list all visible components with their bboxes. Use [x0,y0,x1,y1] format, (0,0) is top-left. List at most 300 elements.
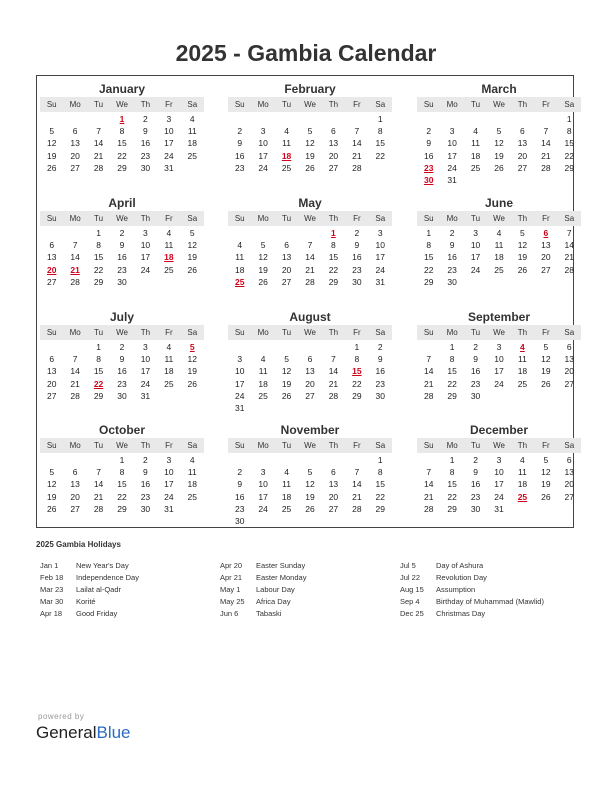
holiday-date: Dec 25 [400,609,424,618]
day-cell: 6 [520,126,525,137]
day-cell: 4 [166,342,172,352]
holiday-column-1 [40,560,220,620]
day-cell: 22 [328,264,339,275]
day-cell: 28 [423,390,434,401]
weekday-header: Tu [464,97,487,112]
day-cell: 18 [517,479,528,490]
day-cell: 11 [164,354,174,365]
holiday-list-item [400,584,580,596]
month-july [40,309,204,402]
day-cell: 7 [354,467,360,478]
empty-day-cell [345,454,368,466]
weekday-header: Su [417,438,440,453]
weekday-header: Tu [87,211,110,226]
day-cell: 22 [117,491,127,502]
day-cell: 17 [494,366,504,377]
day-cell: 28 [328,390,339,401]
day-cell: 16 [375,366,386,377]
day-cell: 24 [140,264,151,275]
holiday-date: Apr 21 [220,573,243,582]
empty-day-cell [251,341,274,353]
day-cell: 26 [187,264,198,275]
day-cell: 17 [164,138,174,149]
day-cell: 14 [564,240,575,251]
day-cell: 14 [93,479,104,490]
weekday-header: Th [511,97,534,112]
holiday-day-cell: 22 [93,378,104,389]
day-cell: 26 [46,503,57,514]
day-cell: 18 [470,150,481,161]
day-cell: 19 [46,150,57,161]
month-december [417,422,581,515]
day-cell: 29 [93,276,104,287]
day-cell: 26 [305,503,315,514]
day-cell: 29 [117,503,127,514]
day-cell: 13 [541,240,551,251]
day-cell: 6 [331,467,336,478]
day-cell: 1 [377,114,383,124]
day-cell: 16 [117,252,127,263]
day-cell: 12 [187,240,198,251]
month-grid [417,211,581,288]
day-cell: 31 [164,162,174,173]
day-cell: 18 [187,479,198,490]
day-cell: 9 [354,240,360,251]
day-cell: 7 [72,354,78,365]
holiday-day-cell: 5 [189,342,195,352]
day-cell: 21 [352,491,362,502]
weekday-header: Su [228,438,251,453]
day-cell: 9 [119,354,125,365]
day-cell: 16 [352,252,362,263]
day-cell: 4 [473,126,478,137]
day-cell: 30 [234,515,245,526]
empty-day-cell [298,227,321,239]
holiday-date: Mar 23 [40,585,64,594]
day-cell: 2 [237,467,243,478]
day-cell: 16 [470,479,481,490]
day-cell: 17 [234,378,245,389]
day-cell: 11 [518,354,527,365]
day-cell: 31 [234,402,245,413]
day-cell: 18 [281,491,292,502]
day-cell: 8 [119,126,125,137]
empty-day-cell [322,454,345,466]
day-cell: 17 [494,479,504,490]
day-cell: 26 [46,162,57,173]
empty-day-cell [440,113,463,125]
day-cell: 7 [354,126,360,137]
day-cell: 7 [566,228,572,238]
day-cell: 12 [187,354,198,365]
month-september [417,309,581,402]
month-grid [40,211,204,288]
day-cell: 29 [564,162,575,173]
day-cell: 16 [140,479,151,490]
day-cell: 21 [305,264,315,275]
day-cell: 10 [494,467,504,478]
weekday-header: Th [322,211,345,226]
holiday-list-item [400,572,580,584]
weekday-header: Sa [369,325,392,340]
day-cell: 2 [473,342,478,352]
empty-day-cell [87,454,110,466]
day-cell: 3 [377,228,383,238]
weekday-header: Th [511,325,534,340]
day-cell: 24 [494,378,504,389]
day-cell: 30 [140,162,151,173]
month-name: February [284,82,336,96]
empty-day-cell [298,113,321,125]
day-cell: 23 [234,162,245,173]
empty-day-cell [322,113,345,125]
calendar-frame [36,75,574,528]
weekday-header: Fr [345,438,368,453]
day-cell: 26 [541,378,551,389]
day-cell: 9 [237,138,243,149]
day-cell: 19 [305,150,315,161]
day-cell: 4 [260,354,266,365]
holiday-list-item [400,596,580,608]
day-cell: 28 [564,264,575,275]
month-name: October [98,423,145,437]
day-cell: 15 [328,252,339,263]
empty-day-cell [228,113,251,125]
day-cell: 5 [543,342,549,352]
day-cell: 16 [117,366,127,377]
day-cell: 16 [447,252,457,263]
weekday-header: Tu [87,438,110,453]
day-cell: 27 [517,162,528,173]
weekday-header: Sa [369,438,392,453]
empty-day-cell [417,454,440,466]
weekday-header: Tu [464,438,487,453]
day-cell: 31 [447,174,457,185]
day-cell: 15 [375,138,386,149]
day-cell: 7 [96,467,101,478]
day-cell: 2 [143,455,148,465]
day-cell: 7 [426,467,432,478]
empty-day-cell [298,341,321,353]
day-cell: 7 [96,126,101,137]
day-cell: 18 [258,378,268,389]
holiday-name: Lailat al-Qadr [76,585,122,594]
holiday-list-item [220,572,400,584]
weekday-header: Th [511,211,534,226]
day-cell: 5 [49,467,55,478]
holiday-name: Good Friday [76,609,118,618]
day-cell: 14 [305,252,315,263]
day-cell: 1 [377,455,383,465]
day-cell: 19 [541,366,551,377]
day-cell: 21 [564,252,575,263]
weekday-header: Su [40,438,63,453]
empty-day-cell [275,341,298,353]
day-cell: 24 [258,503,268,514]
day-cell: 18 [164,366,174,377]
day-cell: 10 [375,240,386,251]
day-cell: 14 [423,366,434,377]
day-cell: 1 [426,228,432,238]
day-cell: 8 [354,354,360,365]
empty-day-cell [40,341,63,353]
holiday-day-cell: 18 [164,252,174,263]
day-cell: 22 [447,378,457,389]
day-cell: 20 [541,252,551,263]
day-cell: 30 [447,276,457,287]
day-cell: 18 [234,264,245,275]
holiday-day-cell: 25 [234,276,245,287]
day-cell: 10 [494,354,504,365]
month-grid [40,438,204,515]
day-cell: 19 [517,252,528,263]
weekday-header: Tu [464,211,487,226]
empty-day-cell [40,454,63,466]
month-grid [40,325,204,402]
brand-part-blue: Blue [96,723,131,742]
day-cell: 17 [258,491,268,502]
day-cell: 25 [164,378,174,389]
day-cell: 12 [494,138,504,149]
day-cell: 30 [375,390,386,401]
day-cell: 31 [375,276,386,287]
day-cell: 31 [140,390,151,401]
weekday-header: Sa [558,211,581,226]
weekday-header: Th [322,97,345,112]
month-grid [417,438,581,515]
day-cell: 29 [423,276,434,287]
day-cell: 23 [234,503,245,514]
day-cell: 14 [352,479,362,490]
month-grid [228,97,392,174]
holiday-list-item [40,608,220,620]
day-cell: 18 [187,138,198,149]
holiday-column-3 [400,560,580,620]
day-cell: 19 [305,491,315,502]
day-cell: 28 [70,276,80,287]
day-cell: 18 [517,366,528,377]
day-cell: 5 [307,126,313,137]
holiday-list-item [220,608,400,620]
weekday-header: Fr [534,97,557,112]
day-cell: 6 [49,240,55,251]
day-cell: 26 [258,276,268,287]
day-cell: 5 [496,126,502,137]
weekday-header: Su [40,325,63,340]
month-grid [228,211,392,288]
empty-day-cell [534,113,557,125]
day-cell: 11 [187,467,197,478]
empty-day-cell [417,341,440,353]
holiday-day-cell: 1 [119,114,125,124]
weekday-header: Mo [63,438,86,453]
day-cell: 9 [143,467,148,478]
weekday-header: Tu [464,325,487,340]
holiday-date: Jan 1 [40,561,59,570]
holiday-date: Mar 30 [40,597,64,606]
day-cell: 1 [96,228,101,238]
weekday-header: Sa [181,211,204,226]
day-cell: 19 [281,378,292,389]
day-cell: 3 [473,228,478,238]
weekday-header: We [110,325,133,340]
month-april [40,195,204,288]
day-cell: 9 [119,240,125,251]
day-cell: 15 [93,366,104,377]
day-cell: 16 [234,491,245,502]
month-august [228,309,392,414]
brand-part-general: General [36,723,97,742]
holiday-day-cell: 25 [517,491,528,502]
month-october [40,422,204,515]
day-cell: 6 [284,240,289,251]
empty-day-cell [251,227,274,239]
day-cell: 9 [426,138,432,149]
month-name: May [298,196,322,210]
holiday-name: Labour Day [256,585,295,594]
day-cell: 23 [352,264,362,275]
day-cell: 4 [166,228,172,238]
day-cell: 10 [470,240,481,251]
day-cell: 22 [564,150,575,161]
month-may [228,195,392,288]
day-cell: 5 [49,126,55,137]
day-cell: 7 [72,240,78,251]
weekday-header: Mo [251,438,274,453]
day-cell: 27 [70,162,80,173]
day-cell: 27 [46,390,57,401]
empty-day-cell [322,341,345,353]
holiday-day-cell: 4 [520,342,525,352]
day-cell: 16 [234,150,245,161]
day-cell: 13 [70,138,80,149]
day-cell: 12 [305,479,315,490]
month-name: July [109,310,134,324]
holiday-date: Jul 22 [400,573,421,582]
day-cell: 12 [305,138,315,149]
day-cell: 15 [375,479,386,490]
day-cell: 6 [307,354,313,365]
day-cell: 11 [518,467,527,478]
weekday-header: We [298,211,321,226]
day-cell: 26 [494,162,504,173]
empty-day-cell [228,341,251,353]
empty-day-cell [511,113,534,125]
day-cell: 13 [328,138,339,149]
day-cell: 13 [328,479,339,490]
day-cell: 26 [305,162,315,173]
day-cell: 26 [541,491,551,502]
day-cell: 11 [164,240,174,251]
weekday-header: Tu [275,97,298,112]
empty-day-cell [228,454,251,466]
day-cell: 2 [449,228,455,238]
day-cell: 12 [281,366,292,377]
day-cell: 15 [447,479,457,490]
day-cell: 7 [307,240,313,251]
empty-day-cell [417,113,440,125]
generalblue-logo[interactable] [36,723,131,743]
day-cell: 23 [140,150,151,161]
day-cell: 30 [117,390,127,401]
weekday-header: Sa [558,97,581,112]
day-cell: 5 [543,455,549,465]
day-cell: 6 [72,126,78,137]
day-cell: 20 [281,264,292,275]
weekday-header: Tu [275,211,298,226]
weekday-header: Sa [181,325,204,340]
day-cell: 1 [354,342,360,352]
month-grid [228,438,392,527]
day-cell: 20 [70,150,80,161]
day-cell: 1 [96,342,101,352]
day-cell: 1 [449,342,455,352]
day-cell: 13 [70,479,80,490]
day-cell: 28 [70,390,80,401]
day-cell: 19 [494,150,504,161]
day-cell: 17 [375,252,386,263]
weekday-header: Th [134,325,157,340]
day-cell: 6 [331,126,336,137]
day-cell: 16 [140,138,151,149]
day-cell: 20 [564,366,575,377]
day-cell: 21 [93,150,104,161]
empty-day-cell [40,227,63,239]
page-title: 2025 - Gambia Calendar [175,40,437,66]
holiday-date: May 1 [220,585,241,594]
weekday-header: Th [511,438,534,453]
day-cell: 24 [375,264,386,275]
weekday-header: Mo [440,97,463,112]
day-cell: 1 [449,455,455,465]
weekday-header: Su [228,97,251,112]
month-name: June [484,196,513,210]
day-cell: 27 [281,276,292,287]
weekday-header: Sa [369,97,392,112]
weekday-header: We [110,97,133,112]
day-cell: 8 [96,240,101,251]
day-cell: 12 [46,479,57,490]
day-cell: 2 [354,228,360,238]
day-cell: 6 [566,342,572,352]
day-cell: 2 [473,455,478,465]
day-cell: 23 [447,264,457,275]
day-cell: 26 [517,264,528,275]
day-cell: 10 [164,126,174,137]
day-cell: 21 [541,150,551,161]
empty-day-cell [63,113,86,125]
holiday-date: Jun 6 [220,609,239,618]
weekday-header: We [110,211,133,226]
weekday-header: Th [322,325,345,340]
holiday-list-item [220,584,400,596]
weekday-header: Sa [369,211,392,226]
day-cell: 27 [328,503,339,514]
empty-day-cell [63,341,86,353]
day-cell: 22 [375,150,386,161]
day-cell: 17 [258,150,268,161]
day-cell: 19 [258,264,268,275]
day-cell: 26 [187,378,198,389]
day-cell: 24 [234,390,245,401]
day-cell: 14 [328,366,339,377]
day-cell: 2 [119,228,125,238]
day-cell: 3 [143,342,148,352]
month-november [228,422,392,527]
day-cell: 4 [496,228,502,238]
day-cell: 17 [164,479,174,490]
empty-day-cell [40,113,63,125]
